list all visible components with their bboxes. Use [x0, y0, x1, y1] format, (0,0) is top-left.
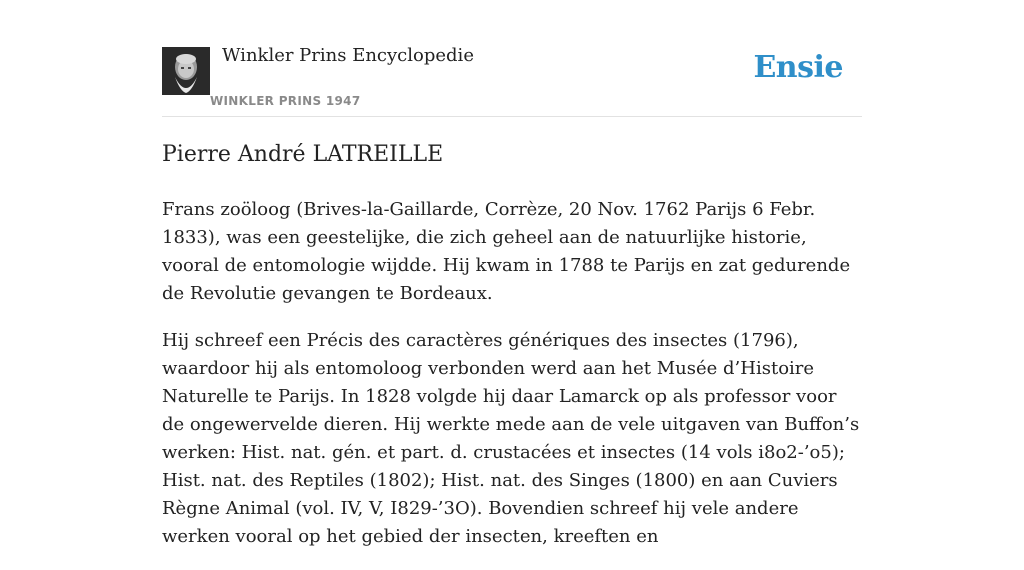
site-subtitle[interactable]: WINKLER PRINS 1947: [210, 94, 361, 108]
article-title: Pierre André LATREILLE: [162, 142, 444, 167]
article: [162, 140, 862, 570]
article-paragraph: Frans zoöloog (Brives-la-Gaillarde, Corrèze, 20 Nov. 1762 Parijs 6 Febr. 1833), was een geestelijke, die zich geheel aan de natuurlijke historie, vooral de entomologie wijdde. Hij kwam in 1788 te Parijs en zat gedurende de Revolutie gevangen te Bordeaux.: [162, 199, 851, 304]
portrait-photo-icon: [162, 47, 210, 95]
site-title[interactable]: Winkler Prins Encyclopedie: [222, 45, 474, 66]
brand-logo[interactable]: Ensie: [753, 50, 843, 85]
avatar[interactable]: [162, 47, 210, 95]
article-paragraph: Hij schreef een Précis des caractères génériques des insectes (1796), waardoor hij als entomoloog verbonden werd aan het Musée d’Histoire Naturelle te Parijs. In 1828 volgde hij daar Lamarck op als professor voor de ongewervelde dieren. Hij werkte mede aan de vele uitgaven van Buffon’s werken: Hist. nat. gén. et part. d. crustacées et insectes (14 vols i8o2-’o5); Hist. nat. des Reptiles (1802); Hist. nat. des Singes (1800) en aan Cuviers Règne Animal (vol. IV, V, I829-’3O). Bovendien schreef hij vele andere werken vooral op het gebied der insecten, kreeften en: [162, 330, 860, 547]
site-header: [162, 0, 862, 117]
